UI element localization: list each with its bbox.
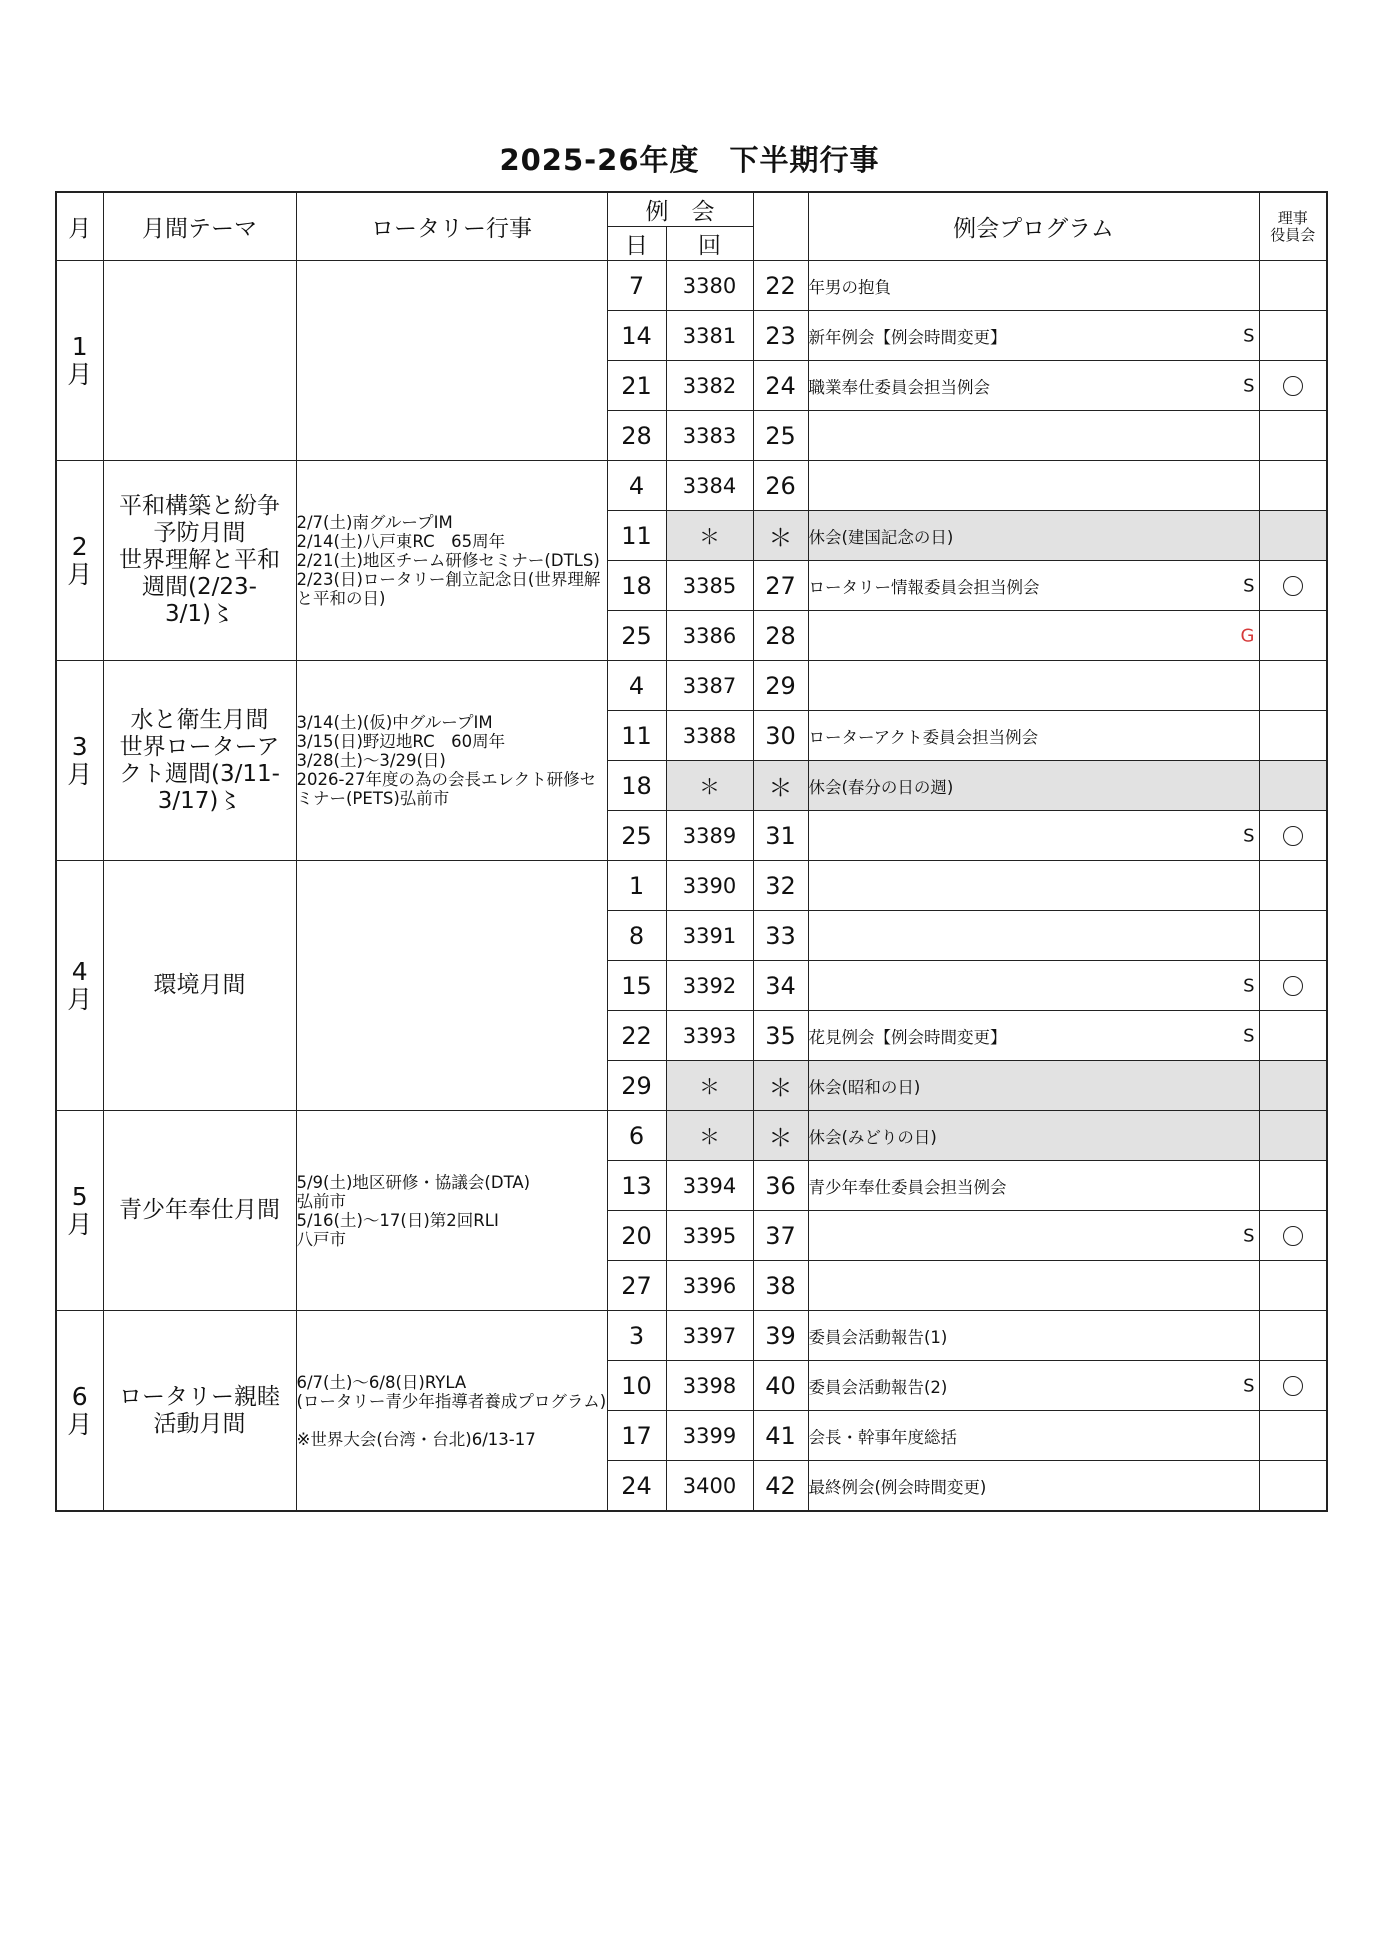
program-cell xyxy=(808,1011,1259,1061)
program-cell xyxy=(808,411,1259,461)
table-row xyxy=(56,461,1327,511)
board-meeting-cell xyxy=(1259,511,1327,561)
board-meeting-cell xyxy=(1259,611,1327,661)
board-meeting-cell xyxy=(1259,1111,1327,1161)
meeting-number: 3399 xyxy=(666,1411,753,1461)
month-label: 2 月 xyxy=(56,461,103,661)
program-text: 職業奉仕委員会担当例会 xyxy=(808,377,990,397)
rotary-events: 6/7(土)～6/8(日)RYLA (ロータリー青少年指導者養成プログラム) ※世界大会(台湾・台北)6/13-17 xyxy=(296,1311,607,1512)
board-meeting-cell xyxy=(1259,561,1327,611)
program-cell xyxy=(808,1311,1259,1361)
meeting-sequence: 25 xyxy=(753,411,808,461)
meeting-day: 21 xyxy=(607,361,666,411)
table-row xyxy=(56,1111,1327,1161)
meeting-sequence: 39 xyxy=(753,1311,808,1361)
program-text: 年男の抱負 xyxy=(808,277,891,297)
meeting-day: 10 xyxy=(607,1361,666,1411)
meeting-day: 6 xyxy=(607,1111,666,1161)
month-theme: 水と衛生月間 世界ローターア クト週間(3/11- 3/17)〻 xyxy=(103,661,296,861)
board-meeting-cell xyxy=(1259,861,1327,911)
meeting-number: 3388 xyxy=(666,711,753,761)
board-meeting-cell xyxy=(1259,811,1327,861)
board-meeting-cell xyxy=(1259,1411,1327,1461)
meeting-sequence: 40 xyxy=(753,1361,808,1411)
program-text: 休会(みどりの日) xyxy=(808,1127,937,1147)
meeting-number: 3391 xyxy=(666,911,753,961)
meeting-sequence: 26 xyxy=(753,461,808,511)
meeting-number: ＊ xyxy=(666,761,753,811)
program-cell xyxy=(808,811,1259,861)
board-meeting-cell xyxy=(1259,1061,1327,1111)
meeting-number: 3384 xyxy=(666,461,753,511)
meeting-sequence: ＊ xyxy=(753,511,808,561)
program-cell xyxy=(808,1211,1259,1261)
meeting-number: 3400 xyxy=(666,1461,753,1512)
month-label: 4 月 xyxy=(56,861,103,1111)
program-cell xyxy=(808,1361,1259,1411)
meeting-sequence: 37 xyxy=(753,1211,808,1261)
board-meeting-cell xyxy=(1259,911,1327,961)
program-text: 委員会活動報告(1) xyxy=(808,1327,948,1347)
program-cell xyxy=(808,911,1259,961)
month-theme: 環境月間 xyxy=(103,861,296,1111)
month-label: 5 月 xyxy=(56,1111,103,1311)
program-text: ローターアクト委員会担当例会 xyxy=(808,727,1039,747)
meeting-day: 17 xyxy=(607,1411,666,1461)
meeting-day: 14 xyxy=(607,311,666,361)
meeting-sequence: 42 xyxy=(753,1461,808,1512)
meeting-number: 3394 xyxy=(666,1161,753,1211)
table-row xyxy=(56,661,1327,711)
circle-icon xyxy=(1283,376,1303,396)
program-cell xyxy=(808,861,1259,911)
program-text: 休会(建国記念の日) xyxy=(808,527,954,547)
meeting-number: 3393 xyxy=(666,1011,753,1061)
meeting-sequence: 22 xyxy=(753,261,808,311)
rotary-events xyxy=(296,861,607,1111)
circle-icon xyxy=(1283,1226,1303,1246)
program-cell xyxy=(808,361,1259,411)
meeting-number: 3397 xyxy=(666,1311,753,1361)
board-meeting-cell xyxy=(1259,1361,1327,1411)
program-text: ロータリー情報委員会担当例会 xyxy=(808,577,1040,597)
board-meeting-cell xyxy=(1259,1261,1327,1311)
meeting-day: 7 xyxy=(607,261,666,311)
board-meeting-cell xyxy=(1259,261,1327,311)
meeting-day: 28 xyxy=(607,411,666,461)
header-day: 日 xyxy=(607,227,666,261)
program-mark: S xyxy=(1243,1225,1255,1246)
meeting-number: 3382 xyxy=(666,361,753,411)
meeting-day: 18 xyxy=(607,761,666,811)
program-cell xyxy=(808,1411,1259,1461)
header-events: ロータリー行事 xyxy=(296,192,607,261)
meeting-day: 25 xyxy=(607,811,666,861)
meeting-sequence: 27 xyxy=(753,561,808,611)
meeting-day: 25 xyxy=(607,611,666,661)
meeting-day: 8 xyxy=(607,911,666,961)
board-meeting-cell xyxy=(1259,661,1327,711)
meeting-number: 3383 xyxy=(666,411,753,461)
program-text: 会長・幹事年度総括 xyxy=(808,1427,957,1447)
meeting-sequence: ＊ xyxy=(753,1111,808,1161)
program-cell xyxy=(808,511,1259,561)
program-mark: G xyxy=(1240,625,1255,646)
program-text: 青少年奉仕委員会担当例会 xyxy=(808,1177,1007,1197)
meeting-day: 11 xyxy=(607,511,666,561)
program-text: 休会(春分の日の週) xyxy=(808,777,954,797)
board-meeting-cell xyxy=(1259,361,1327,411)
program-mark: S xyxy=(1243,1025,1255,1046)
program-cell xyxy=(808,1161,1259,1211)
header-program: 例会プログラム xyxy=(808,192,1259,261)
board-meeting-cell xyxy=(1259,761,1327,811)
meeting-number: 3392 xyxy=(666,961,753,1011)
program-cell xyxy=(808,761,1259,811)
meeting-sequence: 36 xyxy=(753,1161,808,1211)
program-mark: S xyxy=(1243,975,1255,996)
program-text: 休会(昭和の日) xyxy=(808,1077,921,1097)
month-theme: 平和構築と紛争 予防月間 世界理解と平和 週間(2/23- 3/1)〻 xyxy=(103,461,296,661)
board-meeting-cell xyxy=(1259,1311,1327,1361)
program-cell xyxy=(808,711,1259,761)
circle-icon xyxy=(1283,976,1303,996)
meeting-number: 3395 xyxy=(666,1211,753,1261)
program-text: 花見例会【例会時間変更】 xyxy=(808,1027,1007,1047)
meeting-day: 13 xyxy=(607,1161,666,1211)
circle-icon xyxy=(1283,1376,1303,1396)
meeting-day: 22 xyxy=(607,1011,666,1061)
meeting-day: 4 xyxy=(607,661,666,711)
header-month: 月 xyxy=(56,192,103,261)
program-cell xyxy=(808,1111,1259,1161)
program-cell xyxy=(808,661,1259,711)
meeting-sequence: 38 xyxy=(753,1261,808,1311)
month-label: 3 月 xyxy=(56,661,103,861)
header-board: 理事 役員会 xyxy=(1259,192,1327,261)
program-cell xyxy=(808,961,1259,1011)
table-row xyxy=(56,861,1327,911)
meeting-number: ＊ xyxy=(666,1061,753,1111)
meeting-day: 3 xyxy=(607,1311,666,1361)
meeting-sequence: 23 xyxy=(753,311,808,361)
meeting-number: 3396 xyxy=(666,1261,753,1311)
rotary-events: 5/9(土)地区研修・協議会(DTA) 弘前市 5/16(土)～17(日)第2回RLI 八戸市 xyxy=(296,1111,607,1311)
meeting-day: 20 xyxy=(607,1211,666,1261)
header-seq-blank xyxy=(753,192,808,261)
meeting-sequence: 35 xyxy=(753,1011,808,1061)
circle-icon xyxy=(1283,576,1303,596)
program-cell xyxy=(808,1461,1259,1512)
meeting-sequence: ＊ xyxy=(753,761,808,811)
meeting-sequence: 41 xyxy=(753,1411,808,1461)
meeting-sequence: 29 xyxy=(753,661,808,711)
meeting-number: 3398 xyxy=(666,1361,753,1411)
month-theme: 青少年奉仕月間 xyxy=(103,1111,296,1311)
header-meeting: 例 会 xyxy=(607,192,753,227)
meeting-day: 15 xyxy=(607,961,666,1011)
meeting-number: ＊ xyxy=(666,1111,753,1161)
program-cell xyxy=(808,1061,1259,1111)
program-mark: S xyxy=(1243,825,1255,846)
program-cell xyxy=(808,1261,1259,1311)
page-title: 2025-26年度 下半期行事 xyxy=(499,143,880,177)
meeting-day: 11 xyxy=(607,711,666,761)
rotary-events: 2/7(土)南グループIM 2/14(土)八戸東RC 65周年 2/21(土)地区チーム研修セミナー(DTLS) 2/23(日)ロータリー創立記念日(世界理解と平和の日) xyxy=(296,461,607,661)
board-meeting-cell xyxy=(1259,961,1327,1011)
meeting-number: 3389 xyxy=(666,811,753,861)
table-row xyxy=(56,1311,1327,1361)
board-meeting-cell xyxy=(1259,711,1327,761)
header-count: 回 xyxy=(666,227,753,261)
meeting-number: 3385 xyxy=(666,561,753,611)
rotary-events: 3/14(土)(仮)中グループIM 3/15(日)野辺地RC 60周年 3/28(土)～3/29(日) 2026-27年度の為の会長エレクト研修セミナー(PETS)弘前市 xyxy=(296,661,607,861)
program-cell xyxy=(808,611,1259,661)
meeting-sequence: 28 xyxy=(753,611,808,661)
meeting-number: 3381 xyxy=(666,311,753,361)
program-mark: S xyxy=(1243,375,1255,396)
header-theme: 月間テーマ xyxy=(103,192,296,261)
meeting-day: 18 xyxy=(607,561,666,611)
meeting-sequence: 32 xyxy=(753,861,808,911)
meeting-number: 3387 xyxy=(666,661,753,711)
program-cell xyxy=(808,461,1259,511)
meeting-sequence: 31 xyxy=(753,811,808,861)
table-row xyxy=(56,261,1327,311)
rotary-events xyxy=(296,261,607,461)
circle-icon xyxy=(1283,826,1303,846)
board-meeting-cell xyxy=(1259,1461,1327,1512)
meeting-day: 1 xyxy=(607,861,666,911)
meeting-number: 3390 xyxy=(666,861,753,911)
month-theme: ロータリー親睦 活動月間 xyxy=(103,1311,296,1512)
meeting-day: 4 xyxy=(607,461,666,511)
month-label: 1 月 xyxy=(56,261,103,461)
meeting-day: 24 xyxy=(607,1461,666,1512)
program-cell xyxy=(808,261,1259,311)
program-text: 委員会活動報告(2) xyxy=(808,1377,948,1397)
schedule-table xyxy=(55,191,1328,1512)
program-cell xyxy=(808,311,1259,361)
board-meeting-cell xyxy=(1259,1161,1327,1211)
program-text: 最終例会(例会時間変更) xyxy=(808,1477,987,1497)
meeting-number: 3386 xyxy=(666,611,753,661)
meeting-number: 3380 xyxy=(666,261,753,311)
program-mark: S xyxy=(1243,1375,1255,1396)
board-meeting-cell xyxy=(1259,311,1327,361)
meeting-day: 27 xyxy=(607,1261,666,1311)
meeting-sequence: 24 xyxy=(753,361,808,411)
board-meeting-cell xyxy=(1259,1011,1327,1061)
board-meeting-cell xyxy=(1259,411,1327,461)
program-mark: S xyxy=(1243,325,1255,346)
program-cell xyxy=(808,561,1259,611)
meeting-sequence: 34 xyxy=(753,961,808,1011)
program-mark: S xyxy=(1243,575,1255,596)
month-label: 6 月 xyxy=(56,1311,103,1512)
program-text: 新年例会【例会時間変更】 xyxy=(808,327,1007,347)
meeting-number: ＊ xyxy=(666,511,753,561)
meeting-day: 29 xyxy=(607,1061,666,1111)
meeting-sequence: 30 xyxy=(753,711,808,761)
board-meeting-cell xyxy=(1259,461,1327,511)
board-meeting-cell xyxy=(1259,1211,1327,1261)
meeting-sequence: 33 xyxy=(753,911,808,961)
meeting-sequence: ＊ xyxy=(753,1061,808,1111)
month-theme xyxy=(103,261,296,461)
